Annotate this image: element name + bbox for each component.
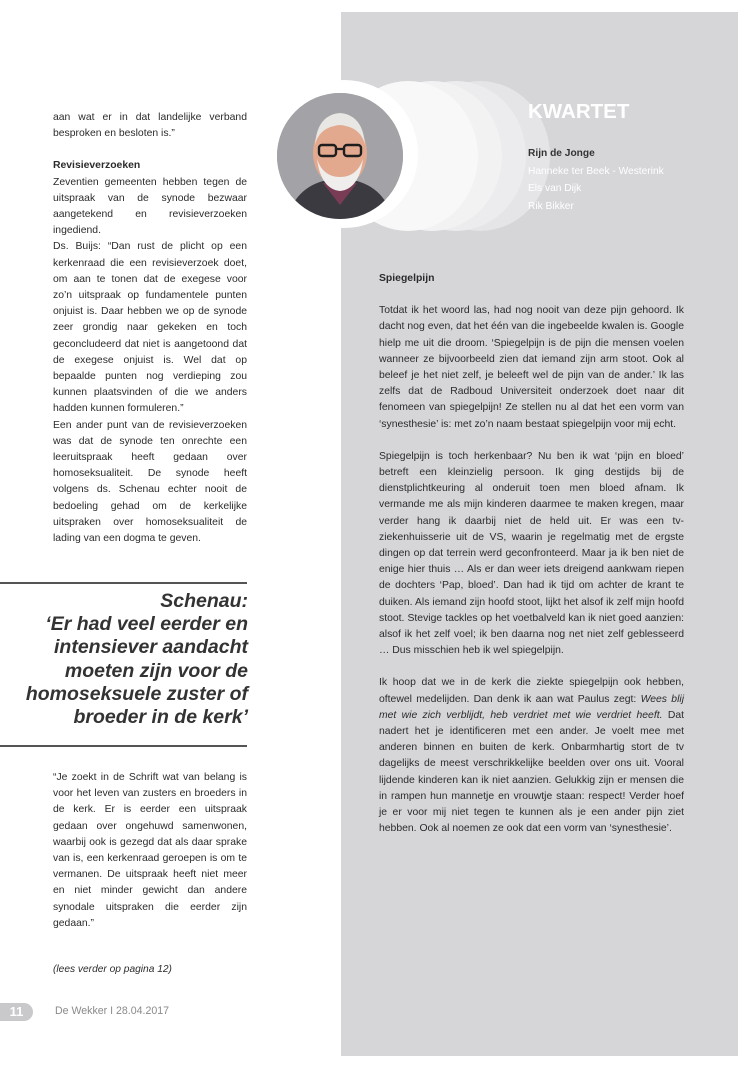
author-list <box>528 145 664 215</box>
pullquote-rule-top <box>0 582 247 584</box>
continued-note: (lees verder op pagina 12) <box>53 964 172 975</box>
paragraph: Totdat ik het woord las, had nog nooit van deze pijn gehoord. Ik dacht nog even, dat het één van die ingebeelde kwalen is. Google hielp me uit die droom. ‘Spiegelpijn is de pijn die mensen voelen wanneer ze bijvoorbeeld zien dat iemand zijn arm stoot. Ook al beleef je het niet zelf, je beleeft wel de pijn van de ander.’ Ik las zelfs dat de Radboud Universiteit onderzoek doet naar dit fenomeen van spiegelpijn! Ze stellen nu al dat het een vorm van ‘synesthesie’ is: met zo’n naam bestaat spiegelpijn voor mij echt. <box>379 305 684 430</box>
footer-publication: De Wekker I 28.04.2017 <box>55 1005 170 1017</box>
quote-paragraph: “Je zoekt in de Schrift wat van belang is voor het leven van zusters en broeders in de kerk. Er is eerder een uitspraak gedaan over ongehuwd samenwonen, waarbij ook is gezegd dat als daar sprake van is, een kerkenraad geroepen is om te vermanen. De uitspraak heeft niet meer en niet minder gewicht dan andere synodale uitspraken die eerder zijn gedaan.” <box>53 772 247 929</box>
author-name: Hanneke ter Beek - Westerink <box>528 165 664 177</box>
pullquote-line: Schenau: <box>160 590 248 612</box>
paragraph: Een ander punt van de revisieverzoeken was dat de synode ten onrechte een leeruitspraak heeft gedaan over homoseksualiteit. De synode heeft volgens ds. Schenau echter nooit de bedoeling gehad om de kerkelijke uitspraken over homoseksualiteit de lading van een dogma te geven. <box>53 419 247 545</box>
quote-paragraph-block <box>53 770 247 932</box>
author-name: Rik Bikker <box>528 200 574 212</box>
column-text <box>379 271 684 838</box>
author-name: Els van Dijk <box>528 183 582 194</box>
pullquote <box>10 590 248 729</box>
page-number-badge: 11 <box>0 1003 33 1021</box>
paragraph-text: Dat nadert het je identificeren met een ander. Je voelt mee met anderen binnen en buiten de kerk. Onbarmhartig stort de tv dagelijks de meest verschrikkelijke beelden over ons uit. Vooral lijdende kinderen kan ik niet aanzien. Gelukkig zijn er mensen die in rampen hun mannetje en vrouwtje staan: respect! Verder hoef je er voor mij niet tegen te kunnen als je een ander pijn ziet hebben. Ook al noemen ze ook dat een vorm van ‘synesthesie’. <box>379 709 684 835</box>
paragraph: Zeventien gemeenten hebben tegen de uitspraak van de synode bezwaar aangetekend en revisieverzoeken ingediend. <box>53 176 247 237</box>
pullquote-line: ‘Er had veel eerder en <box>45 613 248 636</box>
author-portrait <box>277 93 403 219</box>
pullquote-line: broeder in de kerk’ <box>73 706 248 729</box>
pullquote-line: moeten zijn voor de <box>64 659 248 682</box>
paragraph-text: Ik hoop dat we in de kerk die ziekte spiegelpijn ook hebben, oftewel medelijden. Dan denk ik aan wat Paulus zegt: <box>379 677 684 705</box>
bible-quote: Wees blij met wie zich verblijdt, heb verdriet met wie verdriet heeft. <box>379 693 684 721</box>
paragraph <box>379 675 684 837</box>
column-heading: Spiegelpijn <box>379 273 435 284</box>
intro-paragraph: aan wat er in dat landelijke verband besproken en besloten is.” <box>53 112 247 140</box>
kwartet-title: KWARTET <box>528 100 630 123</box>
section-heading: Revisieverzoeken <box>53 160 141 172</box>
paragraph: Spiegelpijn is toch herkenbaar? Nu ben ik wat ‘pijn en bloed’ betreft een kleinzielig persoon. Ik ging destijds bij de dienstplichtkeuring al onderuit toen men bloed afnam. Ik vermande me als mijn kinderen daarmee te maken kregen, maar verder hang ik daarbij niet de held uit. Er was een tv-ziekenhuisserie uit de VS, waarin je regelmatig met de ergste dingen op dat terrein werd geconfronteerd. Maar ja ik ben niet de enige hier thuis … Als er dan weer iets dreigend aankwam riepen de dochters ‘Pap, bloed’. Dan had ik tijd om achter de krant te duiken. Als iemand zijn hoofd stoot, lijkt het alsof ik zelf mijn hoofd stoot. Stevige tackles op het voetbalveld kan ik niet goed aanzien: alsof ik het zelf voel; ik ben daarna nog net niet zelf geblesseerd … Dus misschien heb ik wel spiegelpijn. <box>379 450 684 657</box>
pullquote-line: intensiever aandacht <box>54 636 248 659</box>
left-article-text <box>53 110 247 547</box>
author-name-active: Rijn de Jonge <box>528 148 595 159</box>
pullquote-line: homoseksuele zuster of <box>25 682 248 705</box>
pullquote-rule-bottom <box>0 745 247 747</box>
paragraph: Ds. Buijs: “Dan rust de plicht op een kerkenraad die een revisieverzoek doet, om aan te tonen dat de exegese voor zo’n uitspraak op fundamentele punten onjuist is. Daar hebben we op de synode zeer grondig naar gekeken en toch geconcludeerd dat niet is aangetoond dat de exegese onjuist is. Wel dat op bepaalde punten nog verdieping zou kunnen plaatsvinden of die we anders hadden kunnen formuleren.” <box>53 241 247 415</box>
